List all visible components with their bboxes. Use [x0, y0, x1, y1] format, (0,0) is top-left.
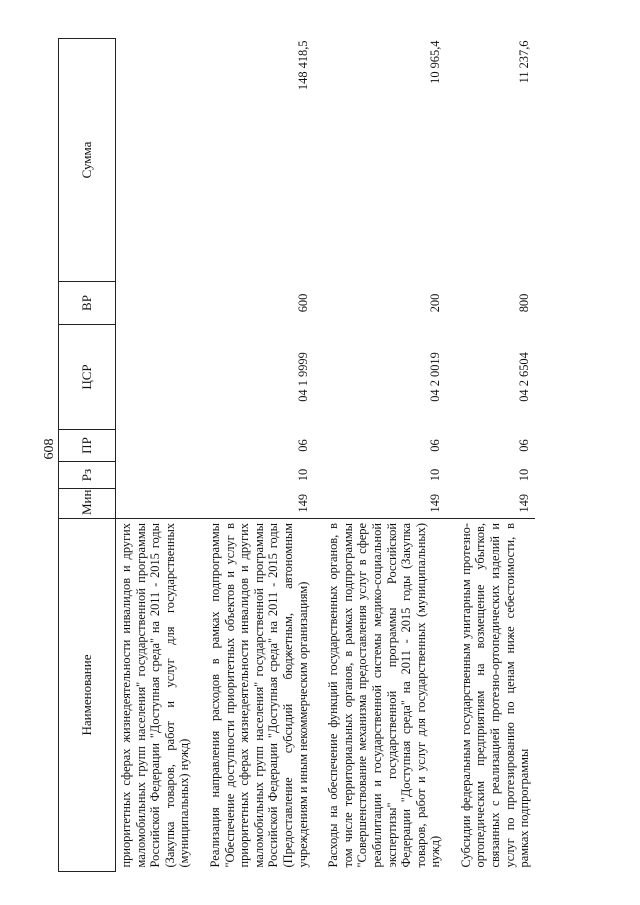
table-row — [205, 39, 313, 872]
row-csr: 04 2 6504 — [517, 352, 532, 402]
page-number: 608 — [42, 438, 57, 460]
table-row — [116, 39, 195, 872]
header-rz: Рз — [59, 462, 116, 489]
row-name: Реализация направления расходов в рамках подпрограммы "Обеспечение доступности приоритетных объектов и услуг в приоритетных сферах жизнедеятельности инвалидов и других маломобильных групп населения" государственной программы Российской Федерации "Доступная среда" на 2011 - 2015 годы (Предоставление субсидий бюджетным, автономным учреждениям и иным некоммерческим организациям) — [205, 519, 313, 872]
row-spacer — [195, 39, 205, 872]
row-vr: 800 — [517, 293, 532, 313]
row-vr — [116, 282, 195, 325]
row-min: 149 — [295, 493, 310, 513]
row-rz — [116, 462, 195, 489]
row-sum — [116, 39, 195, 282]
row-sum: 11 237,6 — [517, 40, 532, 84]
row-rz: 10 — [428, 468, 443, 482]
row-min: 149 — [517, 493, 532, 513]
row-name: приоритетных сферах жизнедеятельности инвалидов и других маломобильных групп населения" государственной программы Российской Федерации "Доступная среда" на 2011 - 2015 годы (Закупка товаров, работ и услуг для государственных (муниципальных) нужд) — [116, 519, 195, 872]
header-csr: ЦСР — [59, 325, 116, 430]
row-csr: 04 2 0019 — [428, 352, 443, 402]
row-spacer — [313, 39, 323, 872]
row-rz: 10 — [295, 468, 310, 482]
header-min: Мин — [59, 489, 116, 519]
row-name: Расходы на обеспечение функций государственных органов, в том числе территориальных органов, в рамках подпрограммы "Совершенствование механизма предоставления услуг в сфере реабилитации и государственной системы медико-социальной экспертизы" государственной программы Российской Федерации "Доступная среда" на 2011 - 2015 годы (Закупка товаров, работ и услуг для государственных (муниципальных) нужд) — [323, 519, 446, 872]
header-pr: ПР — [59, 430, 116, 462]
row-pr: 06 — [428, 439, 443, 452]
row-csr — [116, 325, 195, 430]
table-row — [456, 39, 535, 872]
row-csr: 04 1 9999 — [295, 352, 310, 402]
row-name: Субсидии федеральным государственным унитарным протезно-ортопедическим предприятиям на возмещение убытков, связанных с реализацией протезно-ортопедических изделий и услуг по протезированию по ценам ниже себестоимости, в рамках подпрограммы — [456, 519, 535, 872]
row-min — [116, 489, 195, 519]
table-header — [59, 39, 116, 872]
header-sum: Сумма — [59, 39, 116, 282]
row-pr: 06 — [295, 439, 310, 452]
table-row — [323, 39, 446, 872]
row-pr: 06 — [517, 439, 532, 452]
header-vr: ВР — [59, 282, 116, 325]
row-vr: 600 — [295, 293, 310, 313]
row-sum: 10 965,4 — [428, 40, 443, 84]
row-rz: 10 — [517, 468, 532, 482]
row-vr: 200 — [428, 293, 443, 313]
row-pr — [116, 430, 195, 462]
row-min: 149 — [428, 493, 443, 513]
header-name: Наименование — [59, 519, 116, 872]
row-spacer — [446, 39, 456, 872]
row-sum: 148 418,5 — [295, 40, 310, 91]
budget-table — [58, 38, 535, 872]
